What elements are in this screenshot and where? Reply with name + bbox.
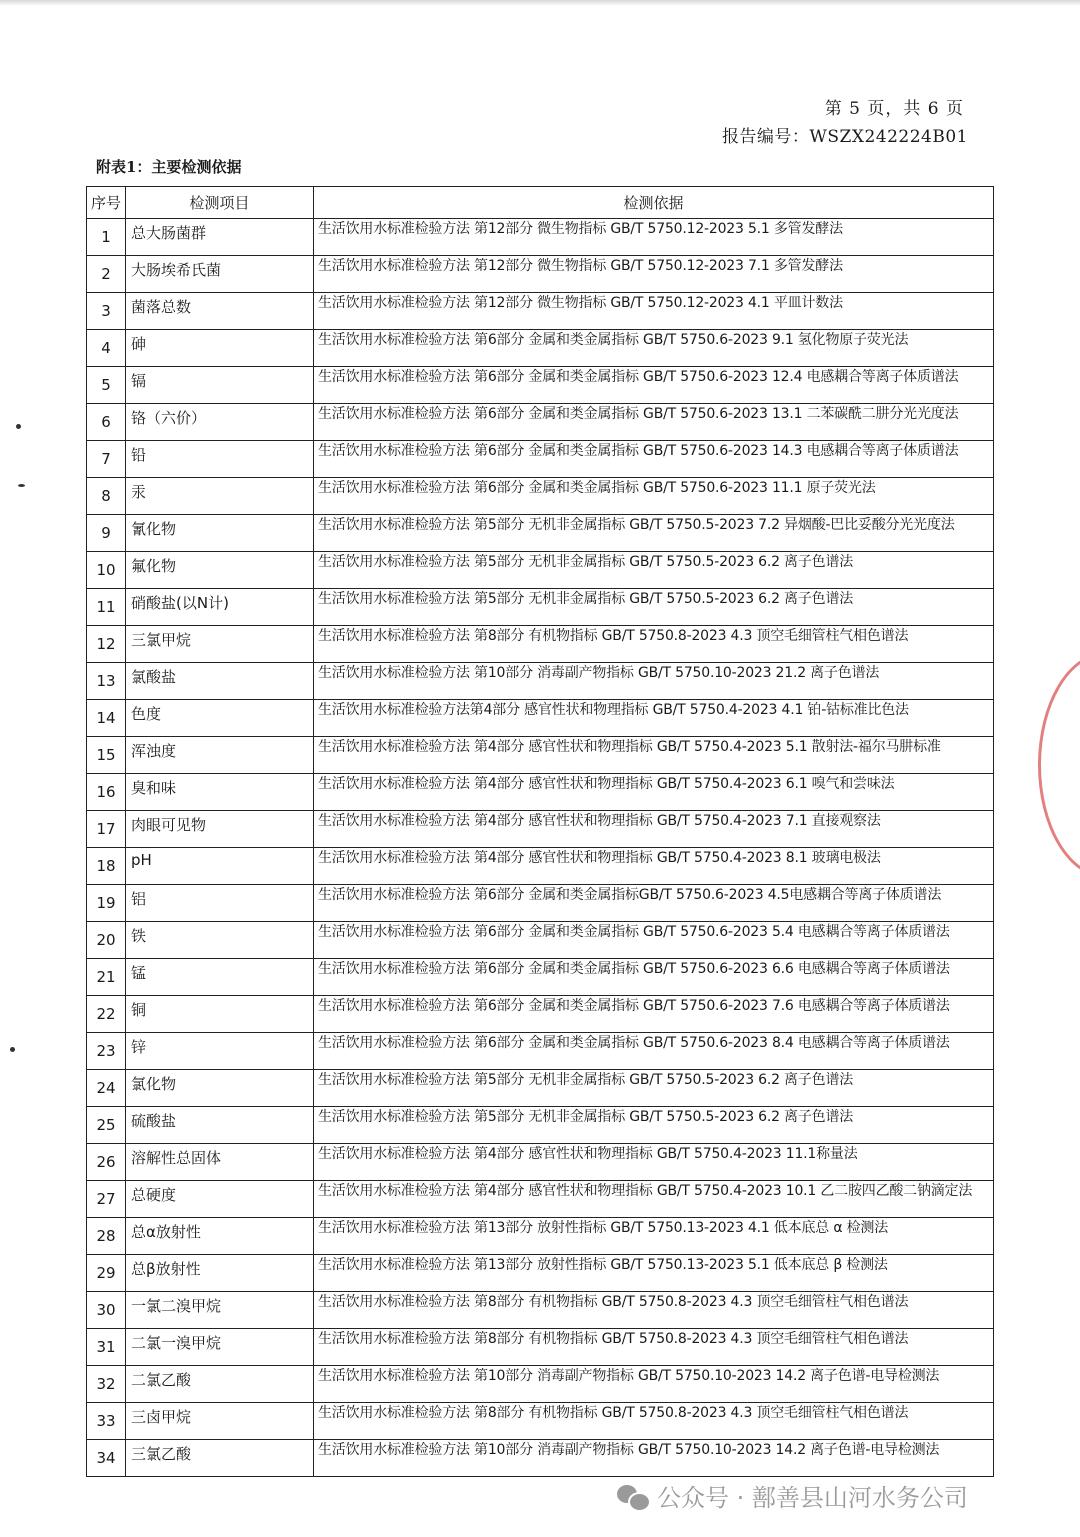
row-number: 29 [87, 1255, 126, 1292]
row-item: 三氯甲烷 [126, 626, 314, 663]
table-row [87, 515, 994, 552]
table-title: 附表1：主要检测依据 [96, 158, 242, 176]
watermark [617, 1478, 968, 1513]
row-basis: 生活饮用水标准检验方法 第4部分 感官性状和物理指标 GB/T 5750.4-2023 10.1 乙二胺四乙酸二钠滴定法 [314, 1181, 994, 1218]
row-basis: 生活饮用水标准检验方法 第8部分 有机物指标 GB/T 5750.8-2023 4.3 顶空毛细管柱气相色谱法 [314, 1403, 994, 1440]
row-item: 铅 [126, 441, 314, 478]
row-item: 硫酸盐 [126, 1107, 314, 1144]
row-item: 氟化物 [126, 552, 314, 589]
row-basis: 生活饮用水标准检验方法 第5部分 无机非金属指标 GB/T 5750.5-2023 7.2 异烟酸-巴比妥酸分光光度法 [314, 515, 994, 552]
page-number: 第 5 页，共 6 页 [824, 99, 964, 119]
row-number: 21 [87, 959, 126, 996]
row-number: 2 [87, 256, 126, 293]
row-item: 氯化物 [126, 1070, 314, 1107]
table-row [87, 478, 994, 515]
row-number: 23 [87, 1033, 126, 1070]
row-number: 17 [87, 811, 126, 848]
row-basis: 生活饮用水标准检验方法 第13部分 放射性指标 GB/T 5750.13-2023 5.1 低本底总 β 检测法 [314, 1255, 994, 1292]
table-row [87, 367, 994, 404]
row-item: 硝酸盐(以N计) [126, 589, 314, 626]
row-number: 12 [87, 626, 126, 663]
table-row [87, 219, 994, 256]
row-basis: 生活饮用水标准检验方法 第6部分 金属和类金属指标 GB/T 5750.6-2023 6.6 电感耦合等离子体质谱法 [314, 959, 994, 996]
row-item: 氰化物 [126, 515, 314, 552]
table-row [87, 1292, 994, 1329]
row-basis: 生活饮用水标准检验方法 第4部分 感官性状和物理指标 GB/T 5750.4-2023 8.1 玻璃电极法 [314, 848, 994, 885]
row-number: 1 [87, 219, 126, 256]
row-item: 砷 [126, 330, 314, 367]
table-row [87, 1440, 994, 1477]
row-number: 18 [87, 848, 126, 885]
row-basis: 生活饮用水标准检验方法 第4部分 感官性状和物理指标 GB/T 5750.4-2023 7.1 直接观察法 [314, 811, 994, 848]
row-number: 7 [87, 441, 126, 478]
row-item: 总大肠菌群 [126, 219, 314, 256]
row-basis: 生活饮用水标准检验方法 第12部分 微生物指标 GB/T 5750.12-2023 5.1 多管发酵法 [314, 219, 994, 256]
row-number: 30 [87, 1292, 126, 1329]
row-number: 16 [87, 774, 126, 811]
row-item: 三氯乙酸 [126, 1440, 314, 1477]
row-basis: 生活饮用水标准检验方法 第6部分 金属和类金属指标 GB/T 5750.6-2023 11.1 原子荧光法 [314, 478, 994, 515]
row-item: 色度 [126, 700, 314, 737]
row-number: 31 [87, 1329, 126, 1366]
row-number: 9 [87, 515, 126, 552]
table-row [87, 1144, 994, 1181]
table-row [87, 663, 994, 700]
table-body [87, 219, 994, 1477]
row-basis: 生活饮用水标准检验方法 第5部分 无机非金属指标 GB/T 5750.5-2023 6.2 离子色谱法 [314, 589, 994, 626]
row-item: 铝 [126, 885, 314, 922]
row-basis: 生活饮用水标准检验方法 第5部分 无机非金属指标 GB/T 5750.5-2023 6.2 离子色谱法 [314, 1107, 994, 1144]
row-item: 锰 [126, 959, 314, 996]
row-number: 13 [87, 663, 126, 700]
row-basis: 生活饮用水标准检验方法第4部分 感官性状和物理指标 GB/T 5750.4-2023 4.1 铂-钴标准比色法 [314, 700, 994, 737]
table-row [87, 1218, 994, 1255]
table-row [87, 404, 994, 441]
row-item: 二氯一溴甲烷 [126, 1329, 314, 1366]
row-item: 总β放射性 [126, 1255, 314, 1292]
row-item: 氯酸盐 [126, 663, 314, 700]
table-header-row [87, 187, 994, 219]
row-basis: 生活饮用水标准检验方法 第10部分 消毒副产物指标 GB/T 5750.10-2023 14.2 离子色谱-电导检测法 [314, 1440, 994, 1477]
row-basis: 生活饮用水标准检验方法 第10部分 消毒副产物指标 GB/T 5750.10-2023 21.2 离子色谱法 [314, 663, 994, 700]
row-number: 34 [87, 1440, 126, 1477]
row-item: 总硬度 [126, 1181, 314, 1218]
row-item: 浑浊度 [126, 737, 314, 774]
table-row [87, 1366, 994, 1403]
table-row [87, 441, 994, 478]
row-item: 肉眼可见物 [126, 811, 314, 848]
table-row [87, 1033, 994, 1070]
row-basis: 生活饮用水标准检验方法 第10部分 消毒副产物指标 GB/T 5750.10-2023 14.2 离子色谱-电导检测法 [314, 1366, 994, 1403]
table-row [87, 848, 994, 885]
row-item: 臭和味 [126, 774, 314, 811]
row-number: 26 [87, 1144, 126, 1181]
row-item: 溶解性总固体 [126, 1144, 314, 1181]
row-number: 24 [87, 1070, 126, 1107]
row-number: 11 [87, 589, 126, 626]
table-row [87, 1255, 994, 1292]
row-item: 菌落总数 [126, 293, 314, 330]
row-number: 28 [87, 1218, 126, 1255]
row-number: 5 [87, 367, 126, 404]
margin-mark [16, 424, 21, 429]
row-basis: 生活饮用水标准检验方法 第12部分 微生物指标 GB/T 5750.12-2023 7.1 多管发酵法 [314, 256, 994, 293]
margin-mark [10, 1047, 15, 1052]
header-item: 检测项目 [126, 187, 314, 219]
row-basis: 生活饮用水标准检验方法 第5部分 无机非金属指标 GB/T 5750.5-2023 6.2 离子色谱法 [314, 1070, 994, 1107]
row-number: 27 [87, 1181, 126, 1218]
row-number: 6 [87, 404, 126, 441]
row-basis: 生活饮用水标准检验方法 第6部分 金属和类金属指标 GB/T 5750.6-2023 13.1 二苯碳酰二肼分光光度法 [314, 404, 994, 441]
row-number: 3 [87, 293, 126, 330]
table-row [87, 1403, 994, 1440]
row-item: 锌 [126, 1033, 314, 1070]
table-row [87, 1329, 994, 1366]
row-number: 4 [87, 330, 126, 367]
wechat-official-account-icon [617, 1483, 647, 1509]
table-row [87, 774, 994, 811]
row-basis: 生活饮用水标准检验方法 第8部分 有机物指标 GB/T 5750.8-2023 4.3 顶空毛细管柱气相色谱法 [314, 626, 994, 663]
row-basis: 生活饮用水标准检验方法 第12部分 微生物指标 GB/T 5750.12-2023 4.1 平皿计数法 [314, 293, 994, 330]
row-basis: 生活饮用水标准检验方法 第13部分 放射性指标 GB/T 5750.13-2023 4.1 低本底总 α 检测法 [314, 1218, 994, 1255]
table-row [87, 589, 994, 626]
table-row [87, 1107, 994, 1144]
row-number: 25 [87, 1107, 126, 1144]
row-item: pH [126, 848, 314, 885]
table-row [87, 885, 994, 922]
report-number: 报告编号：WSZX242224B01 [721, 127, 968, 147]
row-item: 镉 [126, 367, 314, 404]
row-basis: 生活饮用水标准检验方法 第4部分 感官性状和物理指标 GB/T 5750.4-2023 6.1 嗅气和尝味法 [314, 774, 994, 811]
table-row [87, 811, 994, 848]
table-row [87, 293, 994, 330]
row-item: 二氯乙酸 [126, 1366, 314, 1403]
table-row [87, 922, 994, 959]
row-item: 总α放射性 [126, 1218, 314, 1255]
row-item: 汞 [126, 478, 314, 515]
table-row [87, 330, 994, 367]
row-basis: 生活饮用水标准检验方法 第6部分 金属和类金属指标 GB/T 5750.6-2023 5.4 电感耦合等离子体质谱法 [314, 922, 994, 959]
row-number: 22 [87, 996, 126, 1033]
table-row [87, 996, 994, 1033]
row-item: 大肠埃希氏菌 [126, 256, 314, 293]
table-row [87, 959, 994, 996]
row-basis: 生活饮用水标准检验方法 第4部分 感官性状和物理指标 GB/T 5750.4-2023 5.1 散射法-福尔马肼标准 [314, 737, 994, 774]
row-basis: 生活饮用水标准检验方法 第5部分 无机非金属指标 GB/T 5750.5-2023 6.2 离子色谱法 [314, 552, 994, 589]
header-basis: 检测依据 [314, 187, 994, 219]
row-basis: 生活饮用水标准检验方法 第8部分 有机物指标 GB/T 5750.8-2023 4.3 顶空毛细管柱气相色谱法 [314, 1329, 994, 1366]
row-item: 铁 [126, 922, 314, 959]
table-row [87, 700, 994, 737]
row-basis: 生活饮用水标准检验方法 第6部分 金属和类金属指标 GB/T 5750.6-2023 8.4 电感耦合等离子体质谱法 [314, 1033, 994, 1070]
table-row [87, 1181, 994, 1218]
margin-mark [18, 484, 25, 487]
row-number: 33 [87, 1403, 126, 1440]
page-top-edge [0, 0, 1080, 6]
red-seal-stamp [1038, 652, 1080, 878]
row-number: 14 [87, 700, 126, 737]
row-item: 一氯二溴甲烷 [126, 1292, 314, 1329]
table-row [87, 626, 994, 663]
row-number: 15 [87, 737, 126, 774]
header-no: 序号 [87, 187, 126, 219]
row-basis: 生活饮用水标准检验方法 第6部分 金属和类金属指标 GB/T 5750.6-2023 12.4 电感耦合等离子体质谱法 [314, 367, 994, 404]
watermark-text: 公众号 · 鄯善县山河水务公司 [657, 1484, 968, 1512]
row-number: 10 [87, 552, 126, 589]
row-item: 三卤甲烷 [126, 1403, 314, 1440]
row-number: 8 [87, 478, 126, 515]
table-row [87, 552, 994, 589]
row-basis: 生活饮用水标准检验方法 第6部分 金属和类金属指标GB/T 5750.6-2023 4.5电感耦合等离子体质谱法 [314, 885, 994, 922]
row-number: 20 [87, 922, 126, 959]
row-basis: 生活饮用水标准检验方法 第6部分 金属和类金属指标 GB/T 5750.6-2023 9.1 氢化物原子荧光法 [314, 330, 994, 367]
row-item: 铜 [126, 996, 314, 1033]
row-basis: 生活饮用水标准检验方法 第6部分 金属和类金属指标 GB/T 5750.6-2023 14.3 电感耦合等离子体质谱法 [314, 441, 994, 478]
detection-basis-table [86, 186, 994, 1477]
table-row [87, 1070, 994, 1107]
row-basis: 生活饮用水标准检验方法 第4部分 感官性状和物理指标 GB/T 5750.4-2023 11.1称量法 [314, 1144, 994, 1181]
row-item: 铬（六价） [126, 404, 314, 441]
table-row [87, 737, 994, 774]
row-number: 19 [87, 885, 126, 922]
table-row [87, 256, 994, 293]
row-basis: 生活饮用水标准检验方法 第8部分 有机物指标 GB/T 5750.8-2023 4.3 顶空毛细管柱气相色谱法 [314, 1292, 994, 1329]
row-basis: 生活饮用水标准检验方法 第6部分 金属和类金属指标 GB/T 5750.6-2023 7.6 电感耦合等离子体质谱法 [314, 996, 994, 1033]
row-number: 32 [87, 1366, 126, 1403]
